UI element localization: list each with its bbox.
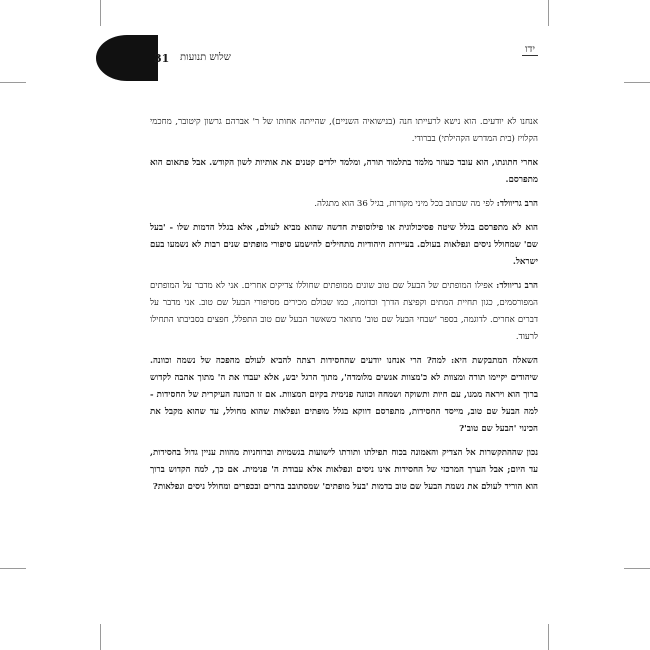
publisher-logo (520, 44, 540, 72)
page-number: 31 (154, 52, 170, 65)
crop-mark-top-left (100, 0, 101, 26)
crop-mark-bottom-left (100, 624, 101, 650)
page-body (150, 114, 538, 503)
paragraph (150, 155, 538, 189)
paragraph-text: אפילו המופתים של הבעל שם טוב שונים ממופתים שחוללו צדיקים אחרים. אני לא מדבר על המופתים המפורסמים, כגון תחיית המתים וקפיצת הדרך וכדומה, כמו שכולם מכירים מסיפורי הבעל שם טוב. אני מדבר על דברים אחרים. לדוגמה, בספר 'שבחי הבעל שם טוב' מתואר כשאשר הבעל שם טוב התפלל, חפצים בסביבתו התחילו לרעוד. (150, 281, 538, 342)
paragraph-text: אנחנו לא יודעים. הוא נישא לרעייתו חנה (בנישואיה השניים), שהייתה אחותו של ר' אברהם גרשון קיטובר, מחכמי הקלויז (בית המדרש הקהילתי) בברודי. (150, 117, 538, 144)
crop-mark-left-top (0, 82, 26, 83)
crop-mark-left-bottom (0, 568, 26, 569)
speaker-label: הרב גריוולד: (496, 199, 538, 209)
paragraph-text: לפי מה שכתוב בכל מיני מקורות, בגיל 36 הוא מתגלה. (314, 199, 494, 209)
paragraph (150, 114, 538, 148)
crop-mark-bottom-right (548, 624, 549, 650)
chapter-thumb-tab (96, 35, 158, 81)
paragraph (150, 196, 538, 213)
paragraph-text: אחרי חתונתו, הוא עובד כעוזר מלמד בתלמוד תורה, ומלמד ילדים קטנים את אותיות לשון הקודש. אבל פתאום הוא מתפרסם. (150, 158, 538, 185)
paragraph-text: הוא לא מתפרסם בגלל שיטה פסיכולוגית או פילוסופית חדשה שהוא מביא לעולם, אלא בגלל הדמות שלו - 'בעל שם' שמחולל ניסים ונפלאות בעולם. בעיירות היהודיות מתחילים להישמע סיפורי מופתים שנים רבות לא נשמעו בעם ישראל. (150, 223, 538, 267)
paragraph-text: השאלה המתבקשת היא: למה? הרי אנחנו יודעים שהחסידות רצתה להביא לעולם מהפכה של נשמה וכוונה. שיהודים יקיימו תורה ומצוות לא כ'מצוות אנשים מלומדה', מתוך הרגל יבש, אלא יעבדו את ה' מתוך אהבה לקדוש ברוך הוא ויראה ממנו, עם חיות ותשוקה ושמחה וכוונה פנימית בקיום המצוות. אם זו הכוונה העיקרית של החסידות - למה הבעל שם טוב, מייסד החסידות, מתפרסם דווקא בגלל מופתים ונפלאות שהוא מחולל, עד שהוא מקבל את הכינוי 'הבעל שם טוב'? (150, 356, 538, 434)
paragraph-text: נכון שההתקשרות אל הצדיק והאמונה בכוח תפילתו ותורתו לישועות בגשמיות וברוחניות מהוות עניין גדול בחסידות, עד היום; אבל הערך המרכזי של החסידות אינו ניסים ונפלאות אלא עבודת ה' פנימית. אם כך, למה הקדוש ברוך הוא הוריד לעולם את נשמת הבעל שם טוב בדמות 'בעל מופתים' שמסתובב בהרים ובכפרים ומחולל ניסים ונפלאות? (150, 448, 538, 492)
logo-text: ידו (522, 44, 538, 56)
speaker-label: הרב גריוולד: (496, 281, 538, 291)
paragraph (150, 220, 538, 271)
paragraph (150, 445, 538, 496)
crop-mark-right-bottom (624, 568, 650, 569)
paragraph (150, 353, 538, 438)
crop-mark-right-top (624, 82, 650, 83)
crop-mark-top-right (548, 0, 549, 26)
running-head: שלוש תנועות (180, 52, 231, 63)
paragraph (150, 278, 538, 346)
